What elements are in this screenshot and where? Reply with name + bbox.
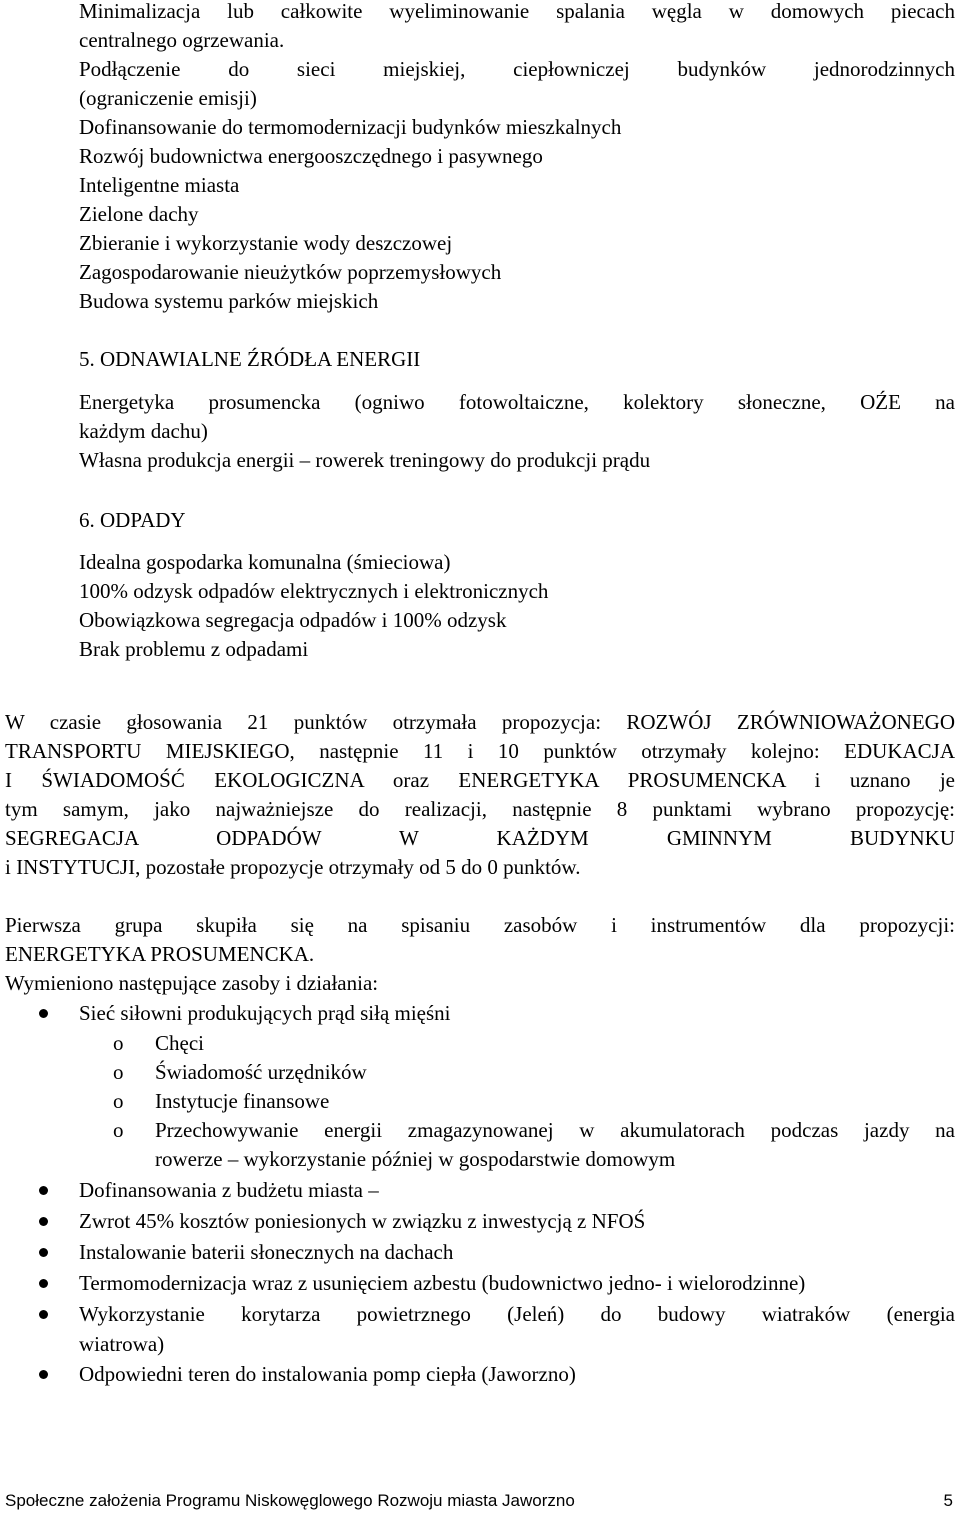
footer-title: Społeczne założenia Programu Niskowęglowego Rozwoju miasta Jaworzno <box>5 1491 575 1510</box>
list-item: Energetyka prosumencka (ogniwo fotowoltaiczne, kolektory słoneczne, OŹE na <box>79 390 955 414</box>
bullet-icon <box>39 1009 48 1018</box>
circle-bullet-icon: o <box>113 1060 124 1084</box>
list-item: Dofinansowanie do termomodernizacji budynków mieszkalnych <box>79 115 622 139</box>
paragraph-line: Wymieniono następujące zasoby i działania: <box>5 971 379 995</box>
circle-bullet-icon: o <box>113 1031 124 1055</box>
list-item: Własna produkcja energii – rowerek treningowy do produkcji prądu <box>79 448 651 472</box>
list-item: 100% odzysk odpadów elektrycznych i elektronicznych <box>79 579 549 603</box>
section-5-body <box>79 388 955 475</box>
paragraph-line: W czasie głosowania 21 punktów otrzymała propozycja: ROZWÓJ ZRÓWNIOWAŻONEGO <box>5 710 955 734</box>
bullet-icon <box>39 1248 48 1257</box>
section-6 <box>79 506 955 535</box>
paragraph-line: i INSTYTUCJI, pozostałe propozycje otrzymały od 5 do 0 punktów. <box>5 855 581 879</box>
bullet-icon <box>39 1370 48 1379</box>
list-item: Budowa systemu parków miejskich <box>79 289 379 313</box>
list-item: każdym dachu) <box>79 419 208 443</box>
list-item: Zielone dachy <box>79 202 199 226</box>
section-heading: 6. ODPADY <box>79 508 186 532</box>
section-heading: 5. ODNAWIALNE ŹRÓDŁA ENERGII <box>79 347 421 371</box>
bullet-icon <box>39 1279 48 1288</box>
list-item: (ograniczenie emisji) <box>79 86 257 110</box>
measures-list <box>79 0 955 316</box>
page-footer <box>5 1490 955 1512</box>
list-item: Podłączenie do sieci miejskiej, ciepłowniczej budynków jednorodzinnych <box>79 57 955 81</box>
bullet-icon <box>39 1186 48 1195</box>
list-item: Obowiązkowa segregacja odpadów i 100% odzysk <box>79 608 507 632</box>
list-item: Zbieranie i wykorzystanie wody deszczowej <box>79 231 453 255</box>
paragraph-line: tym samym, jako najważniejsze do realizacji, następnie 8 punktami wybrano propozycję: <box>5 797 955 821</box>
circle-bullet-icon: o <box>113 1118 124 1142</box>
group-paragraph <box>5 911 955 998</box>
list-item: Rozwój budownictwa energooszczędnego i pasywnego <box>79 144 543 168</box>
paragraph-line: SEGREGACJA ODPADÓW W KAŻDYM GMINNYM BUDYNKU <box>5 826 955 850</box>
voting-paragraph <box>5 708 955 882</box>
paragraph-line: TRANSPORTU MIEJSKIEGO, następnie 11 i 10 punktów otrzymały kolejno: EDUKACJA <box>5 739 955 763</box>
list-item: Inteligentne miasta <box>79 173 240 197</box>
list-item: centralnego ogrzewania. <box>79 28 285 52</box>
list-item: Zagospodarowanie nieużytków poprzemysłowych <box>79 260 502 284</box>
paragraph-line: Pierwsza grupa skupiła się na spisaniu zasobów i instrumentów dla propozycji: <box>5 913 955 937</box>
paragraph-line: ENERGETYKA PROSUMENCKA. <box>5 942 315 966</box>
document-page: Minimalizacja lub całkowite wyeliminowanie spalania węgla w domowych piecach centralnego ogrzewania. Podłączenie do sieci miejskiej, ciepłowniczej budynków jednorodzinnych (ograniczenie emisji) Dofinansowanie do termomodernizacji budynków mieszkalnych Rozwój budownictwa energooszczędnego i pasywnego Inteligentne miasta Zielone dachy Zbieranie i wykorzystanie wody deszczowej Zagospodarowanie nieużytków poprzemysłowych Budowa systemu parków miejskich 5. ODNAWIALNE ŹRÓDŁA ENERGII Energetyka prosumencka (ogniwo fotowoltaiczne, kolektory słoneczne, OŹE na każdym dachu) Własna produkcja energii – rowerek treningowy do produkcji prądu 6. ODPADY Idealna gospodarka komunalna (śmieciowa) 100% odzysk odpadów elektrycznych i elektronicznych Obowiązkowa segregacja odpadów i 100% odzysk Brak problemu z odpadami W czasie głosowania 21 punktów otrzymała propozycja: ROZWÓJ ZRÓWNIOWAŻONEGO TRANSPORTU MIEJSKIEGO, następnie 11 i 10 punktów otrzymały kolejno: EDUKACJA I ŚWIADOMOŚĆ EKOLOGICZNA oraz ENERGETYKA PROSUMENCKA i uznano je tym samym, jako najważniejsze do realizacji, następnie 8 punktami wybrano propozycję: SEGREGACJA ODPADÓW W KAŻDYM GMINNYM BUDYNKU i INSTYTUCJI, pozostałe propozycje otrzymały od 5 do 0 punktów. Pierwsza grupa skupiła się na spisaniu zasobów i instrumentów dla propozycji: ENERGETYKA PROSUMENCKA. Wymieniono następujące zasoby i działania: Sieć siłowni produkujących prąd siłą mięśni o Chęci o Świadomość urzędników o Instytucje finansowe o Przechowywanie energii zmagazynowanej w akumulatorach podczas jazdy na rowerze – wykorzystanie później w gospodarstwie domowym Dofinansowania z budżetu miasta – Zwrot 45% kosztów poniesionych w związku z inwestycją z NFOŚ Instalowanie baterii słonecznych na dachach Termomodernizacja wraz z usunięciem azbestu (budownictwo jedno- i wielorodzinne) Wykorzystanie korytarza powietrznego (Jeleń) do budowy wiatraków (energia wiatrowa) Odpowiedni teren do instalowania pomp ciepła (Jaworzno) Społeczne założenia Programu Niskowęglowego Rozwoju miasta Jaworzno 5 <box>0 0 960 1513</box>
circle-bullet-icon: o <box>113 1089 124 1113</box>
list-item: Minimalizacja lub całkowite wyeliminowanie spalania węgla w domowych piecach <box>79 0 955 23</box>
bullet-icon <box>39 1310 48 1319</box>
list-item: Brak problemu z odpadami <box>79 637 309 661</box>
section-6-body <box>79 548 955 664</box>
bullet-icon <box>39 1217 48 1226</box>
section-5 <box>79 345 955 374</box>
list-item: Idealna gospodarka komunalna (śmieciowa) <box>79 550 451 574</box>
page-number: 5 <box>943 1491 953 1510</box>
paragraph-line: I ŚWIADOMOŚĆ EKOLOGICZNA oraz ENERGETYKA PROSUMENCKA i uznano je <box>5 768 955 792</box>
